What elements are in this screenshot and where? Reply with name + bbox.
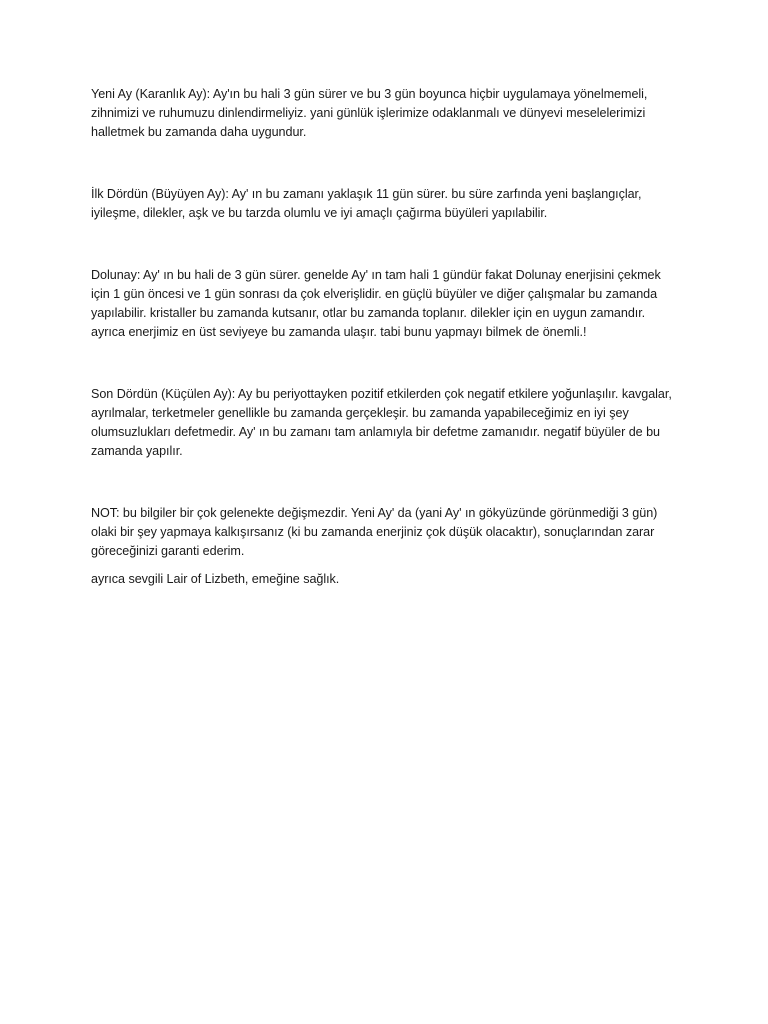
paragraph-son-dordun: Son Dördün (Küçülen Ay): Ay bu periyottayken pozitif etkilerden çok negatif etkilere yoğunlaşılır. kavgalar, ayrılmalar, terketmeler genellikle bu zamanda gerçekleşir. bu zamanda yapabileceğimiz en iyi şey olumsuzlukları defetmedir. Ay' ın bu zamanı tam anlamıyla bir defetme zamanıdır. negatif büyüler de bu zamanda yapılır. [91,387,672,458]
document-body [91,85,681,589]
paragraph-ilk-dordun: İlk Dördün (Büyüyen Ay): Ay' ın bu zamanı yaklaşık 11 gün sürer. bu süre zarfında yeni başlangıçlar, iyileşme, dilekler, aşk ve bu tarzda olumlu ve iyi amaçlı çağırma büyüleri yapılabilir. [91,187,642,220]
paragraph-yeni-ay: Yeni Ay (Karanlık Ay): Ay'ın bu hali 3 gün sürer ve bu 3 gün boyunca hiçbir uygulamaya yönelmemeli, zihnimizi ve ruhumuzu dinlendirmeliyiz. yani günlük işlerimize odaklanmalı ve dünyevi meselelerimizi halletmek bu zamanda daha uygundur. [91,87,648,139]
paragraph-thanks: ayrıca sevgili Lair of Lizbeth, emeğine sağlık. [91,572,340,586]
paragraph-note: NOT: bu bilgiler bir çok gelenekte değişmezdir. Yeni Ay' da (yani Ay' ın gökyüzünde görünmediği 3 gün) olaki bir şey yapmaya kalkışırsanız (ki bu zamanda enerjiniz çok düşük olacaktır), sonuçlarından zarar göreceğinizi garanti ederim. [91,506,658,558]
paragraph-dolunay: Dolunay: Ay' ın bu hali de 3 gün sürer. genelde Ay' ın tam hali 1 gündür fakat Dolunay enerjisini çekmek için 1 gün öncesi ve 1 gün sonrası da çok elverişlidir. en güçlü büyüler ve diğer çalışmalar bu zamanda yapılabilir. kristaller bu zamanda kutsanır, otlar bu zamanda toplanır. dilekler için en uygun zamandır. ayrıca enerjimiz en üst seviyeye bu zamanda ulaşır. tabi bunu yapmayı bilmek de önemli.! [91,268,661,339]
